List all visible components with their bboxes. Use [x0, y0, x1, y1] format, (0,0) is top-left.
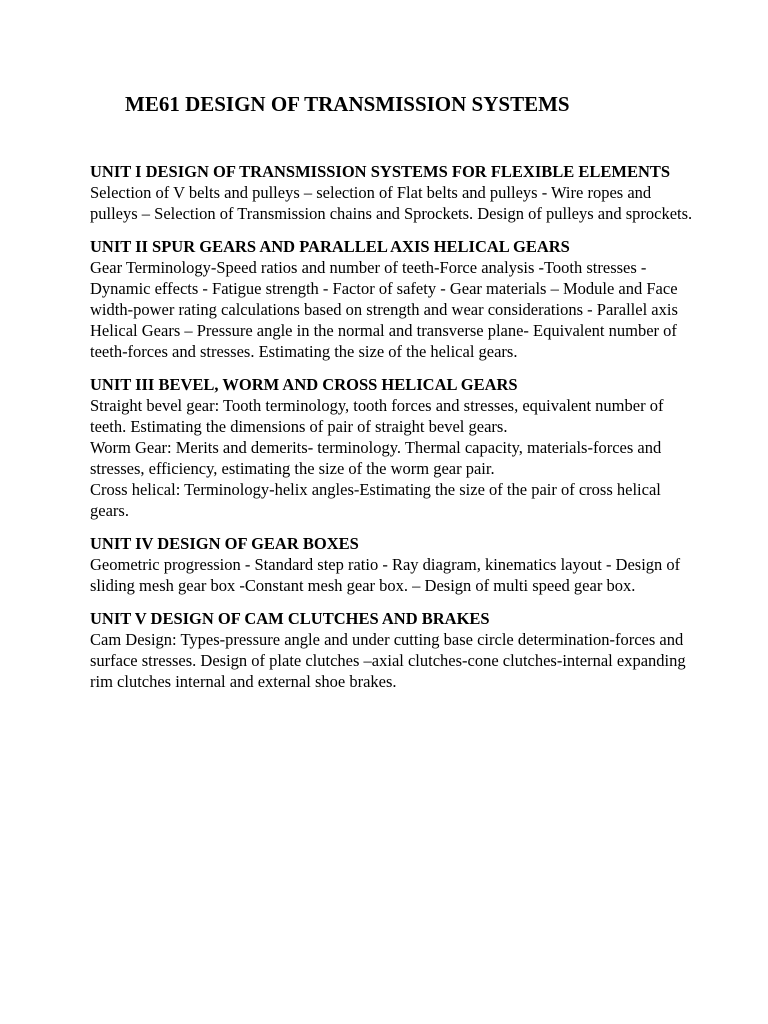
unit-3-paragraph-cross-helical: Cross helical: Terminology-helix angles-Estimating the size of the pair of cross helical gears.: [90, 480, 661, 520]
unit-4-paragraph: Geometric progression - Standard step ratio - Ray diagram, kinematics layout - Design of sliding mesh gear box -Constant mesh gear box. – Design of multi speed gear box.: [90, 555, 681, 595]
unit-3: [90, 374, 700, 521]
unit-5-paragraph: Cam Design: Types-pressure angle and under cutting base circle determination-forces and surface stresses. Design of plate clutches –axial clutches-cone clutches-internal expanding rim clutches internal and external shoe brakes.: [90, 630, 686, 691]
document-title: ME61 DESIGN OF TRANSMISSION SYSTEMS: [125, 92, 570, 116]
unit-1-paragraph: Selection of V belts and pulleys – selection of Flat belts and pulleys - Wire ropes and pulleys – Selection of Transmission chains and Sprockets. Design of pulleys and sprockets.: [90, 183, 693, 223]
unit-4: [90, 533, 700, 596]
unit-1-body: [90, 182, 700, 224]
unit-4-body: [90, 554, 700, 596]
unit-5-heading: UNIT V DESIGN OF CAM CLUTCHES AND BRAKES: [90, 609, 490, 628]
unit-3-heading: UNIT III BEVEL, WORM AND CROSS HELICAL GEARS: [90, 375, 518, 394]
unit-2-body: [90, 257, 700, 362]
unit-5: [90, 608, 700, 692]
unit-1: [90, 161, 700, 224]
unit-1-heading: UNIT I DESIGN OF TRANSMISSION SYSTEMS FOR FLEXIBLE ELEMENTS: [90, 162, 671, 181]
syllabus-content: [90, 161, 700, 704]
unit-3-paragraph-worm: Worm Gear: Merits and demerits- terminology. Thermal capacity, materials-forces and stresses, efficiency, estimating the size of the worm gear pair.: [90, 438, 662, 478]
unit-2: [90, 236, 700, 362]
unit-5-body: [90, 629, 700, 692]
unit-3-body: [90, 395, 700, 521]
unit-2-paragraph: Gear Terminology-Speed ratios and number of teeth-Force analysis -Tooth stresses -Dynamic effects - Fatigue strength - Factor of safety - Gear materials – Module and Face width-power rating calculations based on strength and wear considerations - Parallel axis Helical Gears – Pressure angle in the normal and transverse plane- Equivalent number of teeth-forces and stresses. Estimating the size of the helical gears.: [90, 258, 678, 361]
unit-4-heading: UNIT IV DESIGN OF GEAR BOXES: [90, 534, 359, 553]
unit-2-heading: UNIT II SPUR GEARS AND PARALLEL AXIS HELICAL GEARS: [90, 237, 570, 256]
unit-3-paragraph-bevel: Straight bevel gear: Tooth terminology, tooth forces and stresses, equivalent number of teeth. Estimating the dimensions of pair of straight bevel gears.: [90, 396, 664, 436]
